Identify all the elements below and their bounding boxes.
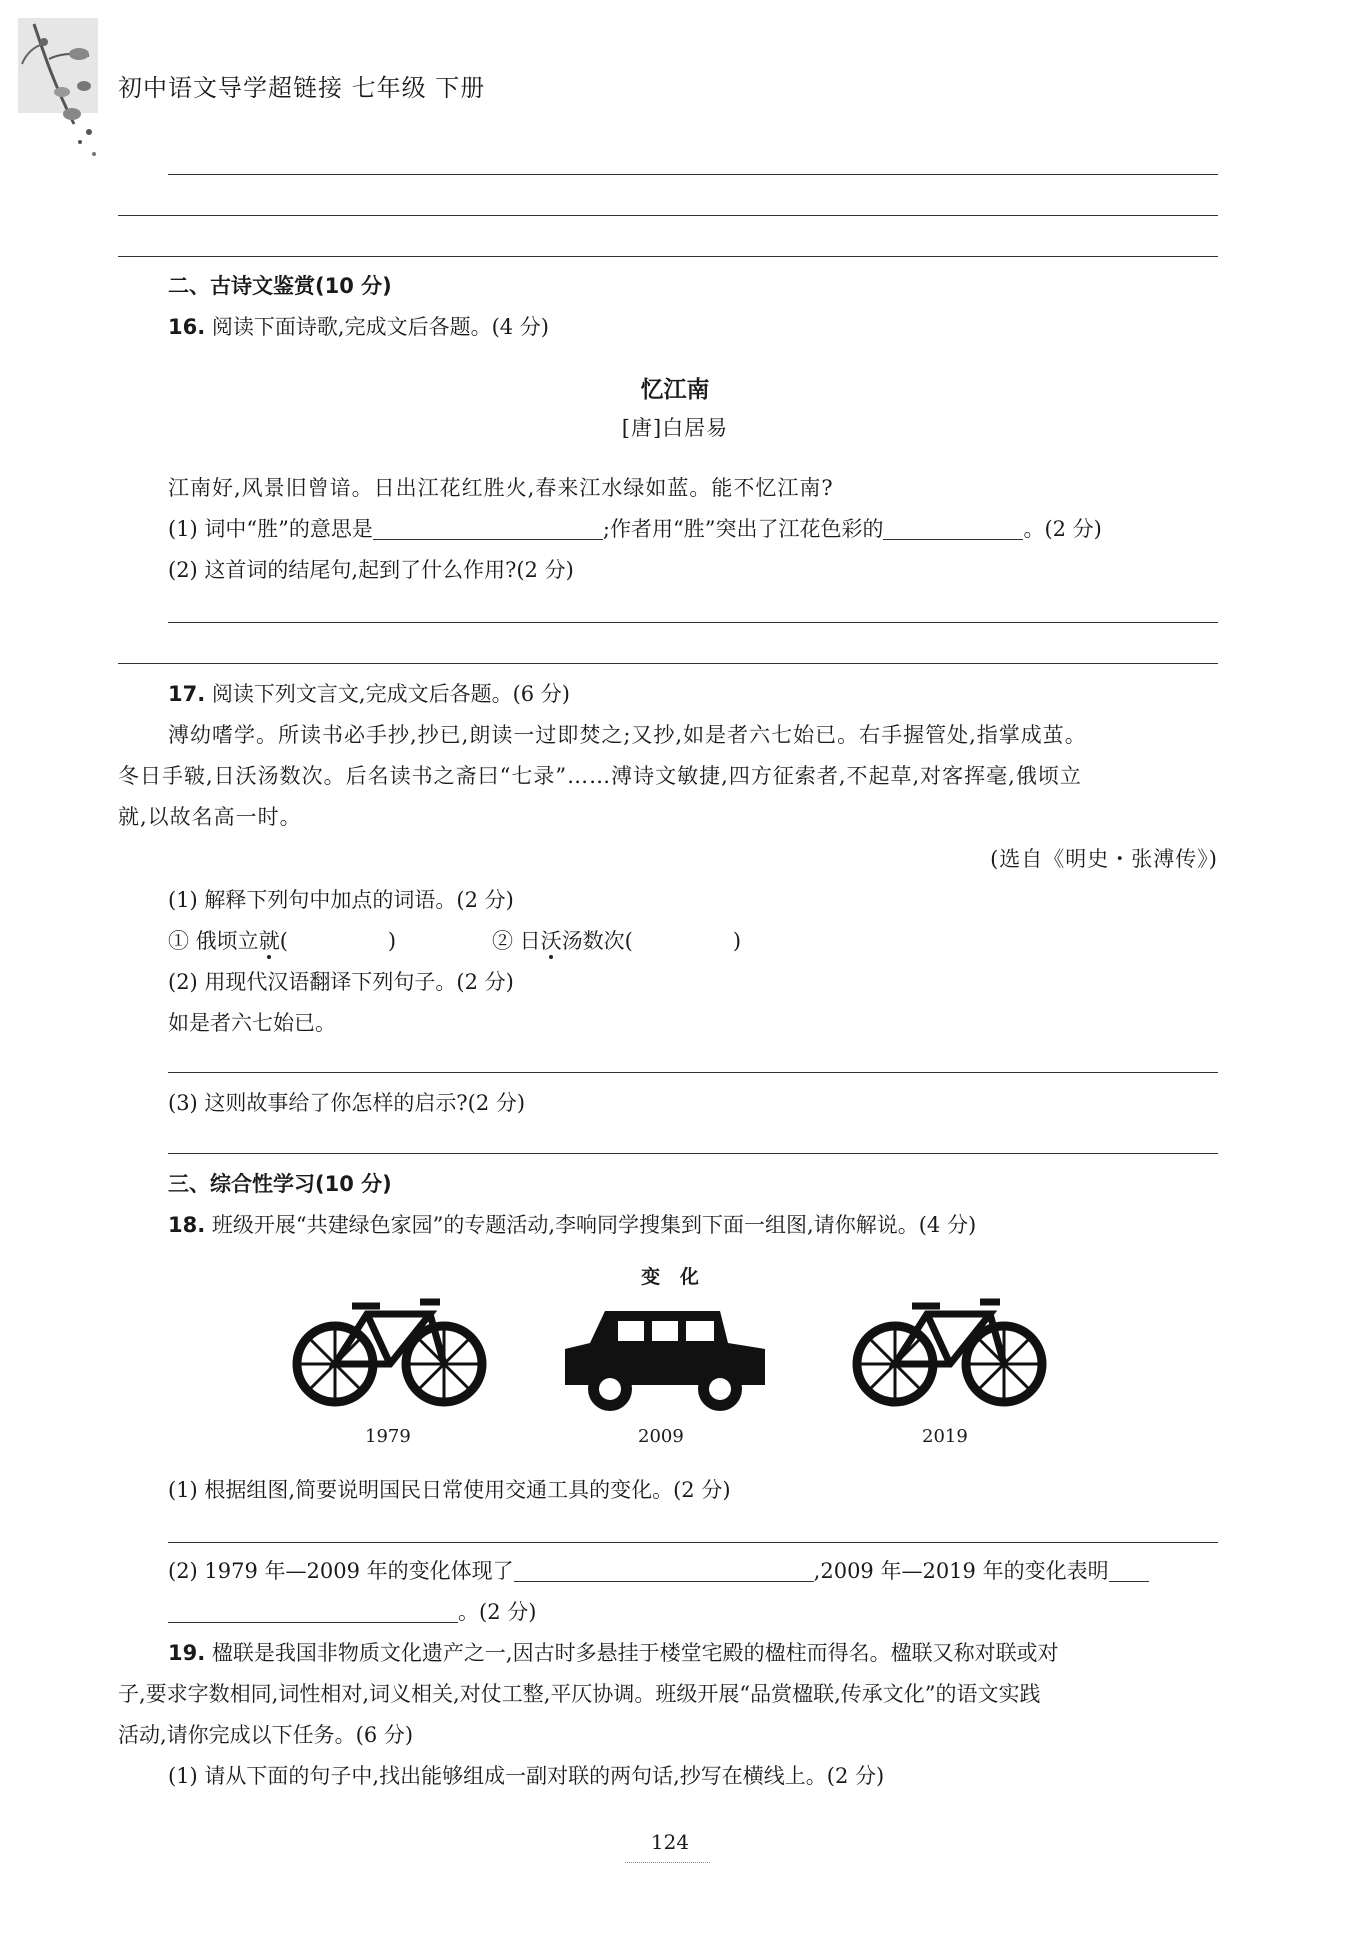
question-number: 18. xyxy=(168,1213,206,1237)
answer-line xyxy=(118,215,1218,216)
question-19-line3: 活动,请你完成以下任务。(6 分) xyxy=(118,1723,414,1747)
fill-blank[interactable] xyxy=(168,1601,458,1623)
sub-question-text: (1) 词中“胜”的意思是 xyxy=(168,517,373,541)
poem-title: 忆江南 xyxy=(640,377,710,403)
page-number: 124 xyxy=(650,1830,690,1854)
word-item-text: ) xyxy=(387,929,397,953)
answer-line xyxy=(168,1542,1218,1543)
question-16-sub1 xyxy=(168,513,1102,543)
question-text: 班级开展“共建绿色家园”的专题活动,李响同学搜集到下面一组图,请你解说。(4 分) xyxy=(211,1213,977,1237)
sub-question-text: ,2009 年—2019 年的变化表明 xyxy=(813,1559,1109,1583)
question-19-sub1: (1) 请从下面的句子中,找出能够组成一副对联的两句话,抄写在横线上。(2 分) xyxy=(168,1764,885,1788)
answer-line xyxy=(168,174,1218,175)
fill-blank[interactable] xyxy=(883,518,1023,540)
question-18-prompt xyxy=(168,1209,976,1239)
answer-line xyxy=(118,256,1218,257)
dotted-word: 就 xyxy=(258,929,280,953)
figure-label-2019: 2019 xyxy=(922,1426,968,1447)
passage-line: 就,以故名高一时。 xyxy=(118,805,302,829)
question-19-line2: 子,要求字数相同,词性相对,词义相关,对仗工整,平仄协调。班级开展“品赏楹联,传承文化”的语文实践 xyxy=(118,1682,1041,1706)
fill-blank[interactable] xyxy=(514,1560,814,1582)
question-19-line1 xyxy=(168,1637,1059,1667)
figure-title: 变 化 xyxy=(641,1266,699,1288)
question-16-sub2: (2) 这首词的结尾句,起到了什么作用?(2 分) xyxy=(168,558,574,582)
page-number-underline xyxy=(625,1862,710,1863)
passage-source: (选自《明史・张溥传》) xyxy=(990,847,1218,871)
dotted-word: 沃 xyxy=(540,929,562,953)
plum-blossom-decoration xyxy=(14,14,104,164)
answer-line xyxy=(168,622,1218,623)
car-icon xyxy=(560,1303,770,1413)
sentence-to-translate: 如是者六七始已。 xyxy=(168,1011,336,1035)
answer-line xyxy=(168,1153,1218,1154)
section-heading: 二、古诗文鉴赏(10 分) xyxy=(168,274,392,298)
question-text: 阅读下面诗歌,完成文后各题。(4 分) xyxy=(211,315,549,339)
figure-label-2009: 2009 xyxy=(638,1426,684,1447)
question-16-prompt xyxy=(168,311,549,341)
section-heading: 三、综合性学习(10 分) xyxy=(168,1172,392,1196)
question-18-sub2-cont xyxy=(168,1596,536,1626)
answer-line xyxy=(168,1072,1218,1073)
word-item-text: 汤数次( xyxy=(561,929,633,953)
figure-label-1979: 1979 xyxy=(365,1426,411,1447)
sub-question-text: 。(2 分) xyxy=(1023,517,1102,541)
word-item-text: ) xyxy=(732,929,742,953)
passage-line: 溥幼嗜学。所读书必手抄,抄已,朗读一过即焚之;又抄,如是者六七始已。右手握管处,指掌成茧。 xyxy=(168,723,1087,747)
word-item-text: ② 日 xyxy=(492,929,541,953)
question-17-sub3: (3) 这则故事给了你怎样的启示?(2 分) xyxy=(168,1091,526,1115)
fill-blank[interactable] xyxy=(1109,1560,1149,1582)
fill-blank[interactable] xyxy=(373,518,603,540)
poem-text: 江南好,风景旧曾谙。日出江花红胜火,春来江水绿如蓝。能不忆江南? xyxy=(168,476,834,500)
question-17-sub1: (1) 解释下列句中加点的词语。(2 分) xyxy=(168,888,514,912)
question-17-prompt xyxy=(168,678,570,708)
bicycle-icon xyxy=(852,1290,1047,1410)
question-number: 16. xyxy=(168,315,206,339)
sub-question-text: (2) 1979 年—2009 年的变化体现了 xyxy=(168,1559,514,1583)
sub-question-text: 。(2 分) xyxy=(458,1600,537,1624)
poem-author: [唐]白居易 xyxy=(621,416,729,440)
question-number: 19. xyxy=(168,1641,206,1665)
question-17-sub2: (2) 用现代汉语翻译下列句子。(2 分) xyxy=(168,970,514,994)
word-item-text: ① 俄顷立 xyxy=(168,929,259,953)
answer-line xyxy=(118,663,1218,664)
passage-line: 冬日手皲,日沃汤数次。后名读书之斋曰“七录”……溥诗文敏捷,四方征索者,不起草,对客挥毫,俄顷立 xyxy=(118,764,1082,788)
question-18-sub1: (1) 根据组图,简要说明国民日常使用交通工具的变化。(2 分) xyxy=(168,1478,731,1502)
sub-question-text: ;作者用“胜”突出了江花色彩的 xyxy=(602,517,884,541)
question-text: 阅读下列文言文,完成文后各题。(6 分) xyxy=(211,682,570,706)
word-item-2 xyxy=(492,925,741,955)
question-18-sub2 xyxy=(168,1555,1149,1585)
bicycle-icon xyxy=(292,1290,487,1410)
question-text: 楹联是我国非物质文化遗产之一,因古时多悬挂于楼堂宅殿的楹柱而得名。楹联又称对联或对 xyxy=(211,1641,1059,1665)
book-title: 初中语文导学超链接 七年级 下册 xyxy=(118,74,486,102)
word-item-text: ( xyxy=(279,929,288,953)
question-number: 17. xyxy=(168,682,206,706)
word-item-1 xyxy=(168,925,396,955)
